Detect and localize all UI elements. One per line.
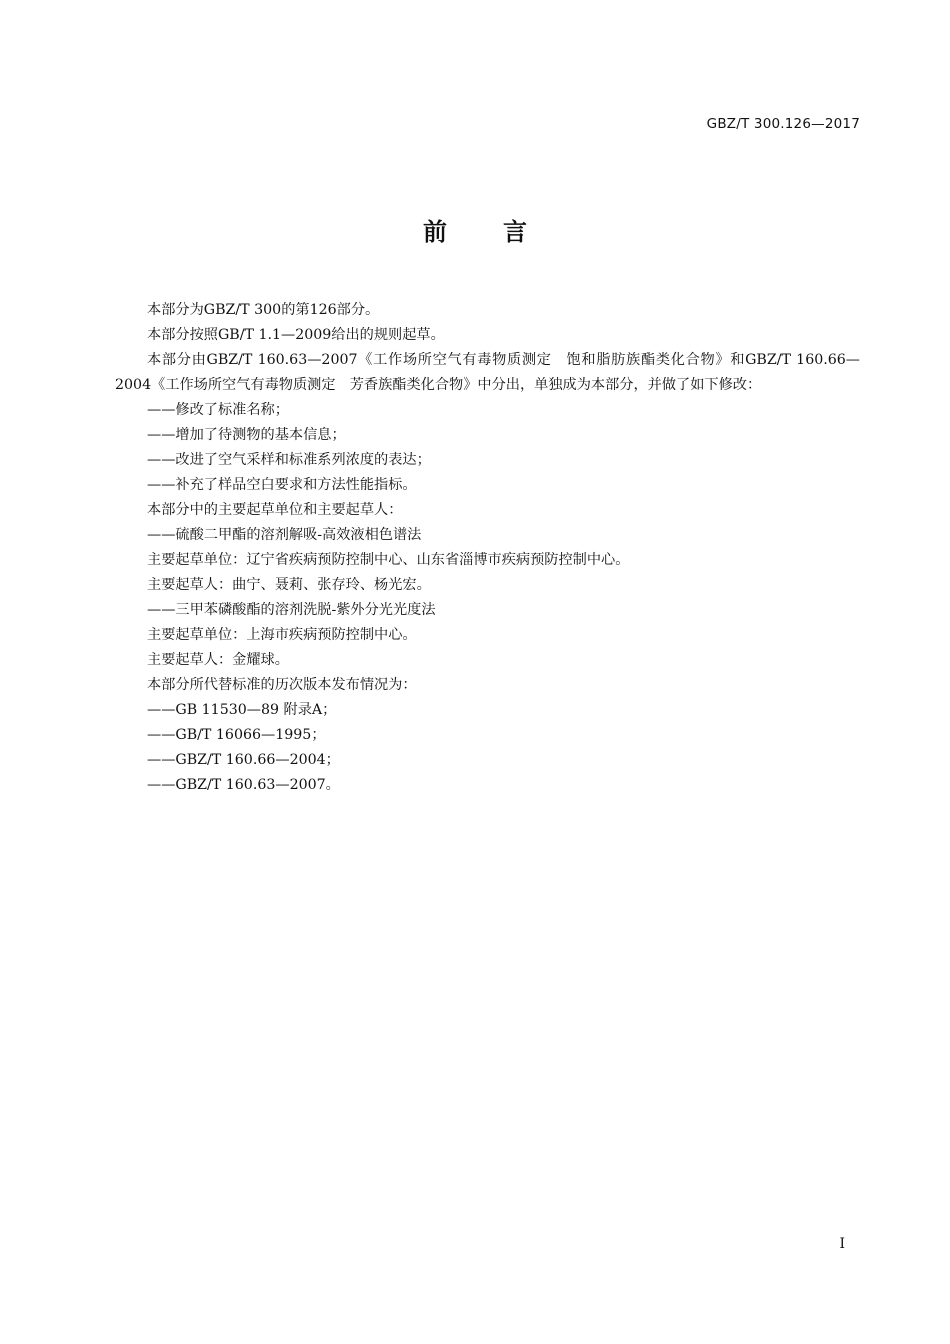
list-item: ——GB/T 16066—1995； <box>147 727 326 743</box>
list-item: ——三甲苯磷酸酯的溶剂洗脱-紫外分光光度法 <box>147 602 436 618</box>
list-item: ——硫酸二甲酯的溶剂解吸-高效液相色谱法 <box>147 527 422 543</box>
foreword-body <box>115 298 860 798</box>
page-number: I <box>839 1236 845 1252</box>
list-item: ——修改了标准名称； <box>147 402 289 418</box>
document-code: GBZ/T 300.126—2017 <box>706 116 860 132</box>
page-title <box>0 212 950 247</box>
paragraph: 本部分由GBZ/T 160.63—2007《工作场所空气有毒物质测定 饱和脂肪族酯类化合物》和GBZ/T 160.66—2004《工作场所空气有毒物质测定 芳香族酯类化合物》中分出，单独成为本部分，并做了如下修改： <box>115 352 860 393</box>
list-item: ——改进了空气采样和标准系列浓度的表达； <box>147 452 431 468</box>
list-item: ——补充了样品空白要求和方法性能指标。 <box>147 477 417 493</box>
paragraph: 本部分中的主要起草单位和主要起草人： <box>147 502 403 518</box>
title-char-1: 前 <box>423 218 447 246</box>
paragraph: 本部分所代替标准的历次版本发布情况为： <box>147 677 417 693</box>
list-item: ——GBZ/T 160.66—2004； <box>147 752 340 768</box>
list-item: ——GB 11530—89 附录A； <box>147 702 337 718</box>
list-item: ——GBZ/T 160.63—2007。 <box>147 777 340 793</box>
title-char-2: 言 <box>503 218 527 246</box>
paragraph: 主要起草人：曲宁、聂莉、张存玲、杨光宏。 <box>147 577 431 593</box>
paragraph: 主要起草单位：上海市疾病预防控制中心。 <box>147 627 417 643</box>
paragraph: 本部分按照GB/T 1.1—2009给出的规则起草。 <box>147 327 445 343</box>
paragraph: 本部分为GBZ/T 300的第126部分。 <box>147 302 380 318</box>
paragraph: 主要起草人：金耀球。 <box>147 652 289 668</box>
list-item: ——增加了待测物的基本信息； <box>147 427 346 443</box>
paragraph: 主要起草单位：辽宁省疾病预防控制中心、山东省淄博市疾病预防控制中心。 <box>147 552 630 568</box>
